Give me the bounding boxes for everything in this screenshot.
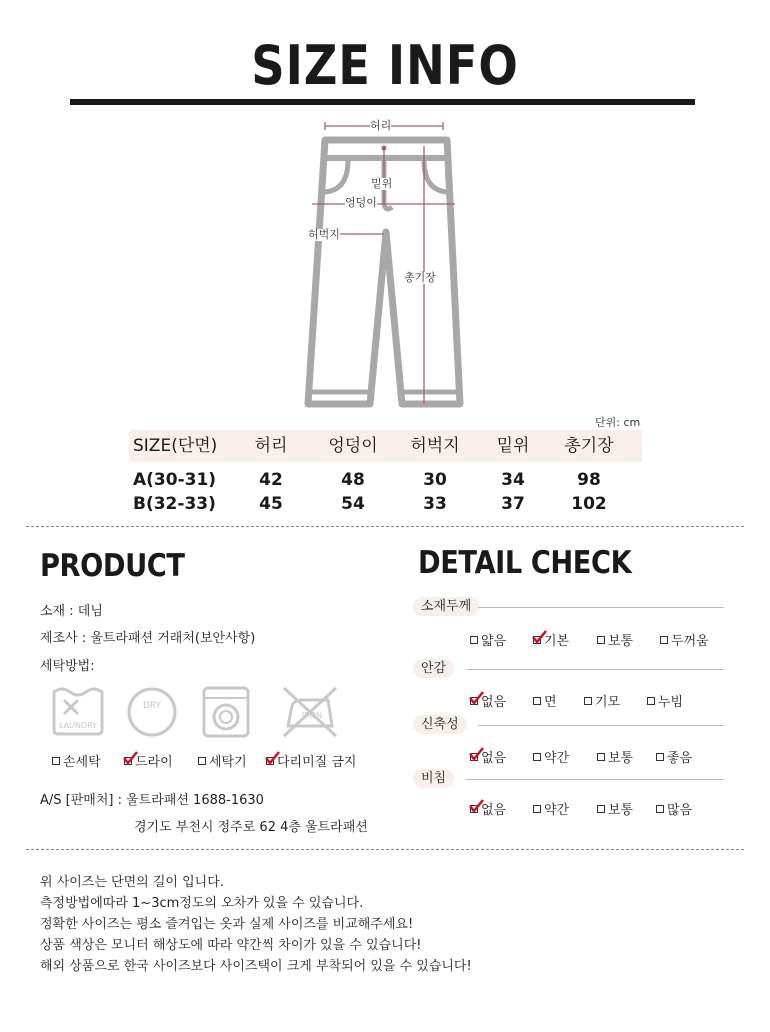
table-cell: A(30-31): [133, 470, 217, 490]
table-cell: 42: [259, 470, 283, 490]
header-cell: SIZE(단면): [133, 436, 218, 456]
rise-label: 밑위: [371, 177, 393, 190]
table-cell: 54: [341, 494, 365, 514]
hip-label: 엉덩이: [345, 196, 377, 209]
thigh-label: 허벅지: [308, 228, 340, 241]
detail-option[interactable]: [533, 747, 569, 766]
checkbox-icon: [597, 805, 605, 813]
detail-option-label: 없음: [481, 751, 507, 766]
table-cell: 37: [501, 494, 525, 514]
table-cell: B(32-33): [133, 494, 216, 514]
detail-option[interactable]: [597, 747, 633, 766]
table-cell: 33: [423, 494, 447, 514]
checkmark-icon: [532, 630, 547, 644]
detail-option[interactable]: [656, 747, 692, 766]
note-line: 정확한 사이즈는 평소 즐겨입는 옷과 실제 사이즈를 비교해주세요!: [40, 917, 414, 932]
detail-category-stretch: 신축성: [413, 715, 467, 734]
table-cell: 34: [501, 470, 525, 490]
category-rule: [478, 725, 724, 726]
table-cell: 102: [571, 494, 607, 514]
header-cell: 허리: [254, 436, 288, 456]
detail-option-label: 많음: [667, 803, 693, 818]
notes-list: [40, 872, 472, 977]
detail-option-label: 약간: [544, 751, 570, 766]
material-text: 소재 : 데님: [40, 604, 103, 619]
table-cell: 48: [341, 470, 365, 490]
detail-option[interactable]: [470, 747, 506, 766]
detail-option[interactable]: [470, 630, 506, 649]
checkbox-icon: [597, 636, 605, 644]
page-title: SIZE INFO: [251, 34, 519, 97]
dry-clean-icon: [122, 684, 182, 740]
detail-option[interactable]: [533, 799, 569, 818]
detail-option-label: 얇음: [481, 634, 507, 649]
detail-option-label: 기모: [595, 695, 621, 710]
detail-option-label: 없음: [481, 695, 507, 710]
table-cell: 30: [423, 470, 447, 490]
checkmark-icon: [469, 799, 484, 813]
category-rule: [478, 607, 724, 608]
detail-option-label: 보통: [608, 634, 634, 649]
checkbox-icon: [660, 636, 668, 644]
dry-clean-icon-text: DRY: [142, 701, 162, 711]
as-address-line: 경기도 부천시 정주로 62 4층 울트라패션: [134, 820, 368, 835]
detail-option-label: 없음: [481, 803, 507, 818]
detail-option[interactable]: [597, 799, 633, 818]
header-cell: 밑위: [496, 436, 530, 456]
detail-category-thickness: 소재두께: [413, 597, 479, 616]
table-cell: 98: [577, 470, 601, 490]
product-title: PRODUCT: [40, 548, 185, 584]
wash-option-label: 세탁기: [209, 755, 247, 770]
pants-outline-illustration: [300, 112, 470, 412]
detail-option-label: 기본: [544, 634, 570, 649]
checkbox-icon: [470, 753, 478, 761]
checkmark-icon: [469, 747, 484, 761]
header-cell: 엉덩이: [328, 436, 378, 456]
wash-option-label: 손세탁: [63, 755, 101, 770]
detail-category-lining: 안감: [413, 659, 454, 678]
wash-option-machine[interactable]: [198, 751, 247, 770]
wash-option-label: 다리미질 금지: [277, 755, 357, 770]
wash-method-label: 세탁방법:: [40, 659, 95, 674]
detail-option-label: 보통: [608, 803, 634, 818]
checkbox-icon: [124, 757, 132, 765]
note-line: 상품 색상은 모니터 해상도에 따라 약간씩 차이가 있을 수 있습니다!: [40, 938, 422, 953]
detail-option-label: 좋음: [667, 751, 693, 766]
checkbox-icon: [597, 753, 605, 761]
laundry-icon: [48, 684, 108, 740]
detail-option[interactable]: [656, 799, 692, 818]
checkbox-icon: [584, 697, 592, 705]
size-table-header: [129, 430, 642, 462]
detail-category-sheerness: 비침: [413, 769, 454, 788]
maker-text: 제조사 : 울트라패션 거래처(보안사항): [40, 631, 256, 646]
checkbox-icon: [266, 757, 274, 765]
laundry-icon-text: LAUNDRY: [58, 721, 98, 730]
detail-option[interactable]: [470, 691, 506, 710]
length-label: 총기장: [404, 271, 436, 284]
checkbox-icon: [656, 753, 664, 761]
title-divider: [70, 99, 695, 105]
detail-option-label: 면: [544, 695, 557, 710]
no-iron-icon: [280, 684, 340, 740]
checkmark-icon: [265, 751, 280, 765]
detail-option[interactable]: [470, 799, 506, 818]
table-row: [129, 493, 642, 515]
wash-option-dry[interactable]: [124, 751, 173, 770]
detail-option[interactable]: [647, 691, 683, 710]
header-cell: 총기장: [564, 436, 614, 456]
wash-option-no-iron[interactable]: [266, 751, 356, 770]
detail-option[interactable]: [533, 630, 569, 649]
detail-option-label: 누빔: [658, 695, 684, 710]
section-divider: [26, 526, 744, 527]
checkmark-icon: [469, 691, 484, 705]
unit-label: 단위: cm: [595, 416, 641, 429]
category-rule: [466, 779, 724, 780]
checkmark-icon: [123, 751, 138, 765]
note-line: 측정방법에따라 1~3cm정도의 오차가 있을 수 있습니다.: [40, 896, 364, 911]
note-line: 해외 상품으로 한국 사이즈보다 사이즈택이 크게 부착되어 있을 수 있습니다!: [40, 959, 472, 974]
wash-option-label: 드라이: [135, 755, 173, 770]
checkbox-icon: [533, 697, 541, 705]
checkbox-icon: [198, 757, 206, 765]
header-cell: 허벅지: [410, 436, 460, 456]
as-info-line: A/S [판매처] : 울트라패션 1688-1630: [40, 793, 264, 808]
detail-check-title: DETAIL CHECK: [418, 545, 632, 581]
waist-label: 허리: [370, 119, 392, 132]
checkbox-icon: [470, 805, 478, 813]
detail-option-label: 두꺼움: [671, 634, 709, 649]
checkbox-icon: [533, 636, 541, 644]
washing-machine-icon: [196, 684, 256, 740]
checkbox-icon: [533, 805, 541, 813]
section-divider: [26, 849, 744, 850]
table-cell: 45: [259, 494, 283, 514]
detail-option-label: 보통: [608, 751, 634, 766]
detail-option[interactable]: [584, 691, 620, 710]
no-iron-icon-text: IRON: [301, 711, 323, 720]
checkbox-icon: [656, 805, 664, 813]
checkbox-icon: [470, 697, 478, 705]
checkbox-icon: [647, 697, 655, 705]
note-line: 위 사이즈는 단면의 길이 입니다.: [40, 875, 224, 890]
checkbox-icon: [52, 757, 60, 765]
checkbox-icon: [533, 753, 541, 761]
category-rule: [466, 669, 724, 670]
detail-option[interactable]: [660, 630, 709, 649]
detail-option[interactable]: [597, 630, 633, 649]
wash-option-hand[interactable]: [52, 751, 101, 770]
pants-diagram: [300, 112, 470, 412]
checkbox-icon: [470, 636, 478, 644]
detail-option-label: 약간: [544, 803, 570, 818]
table-row: [129, 469, 642, 491]
detail-option[interactable]: [533, 691, 557, 710]
